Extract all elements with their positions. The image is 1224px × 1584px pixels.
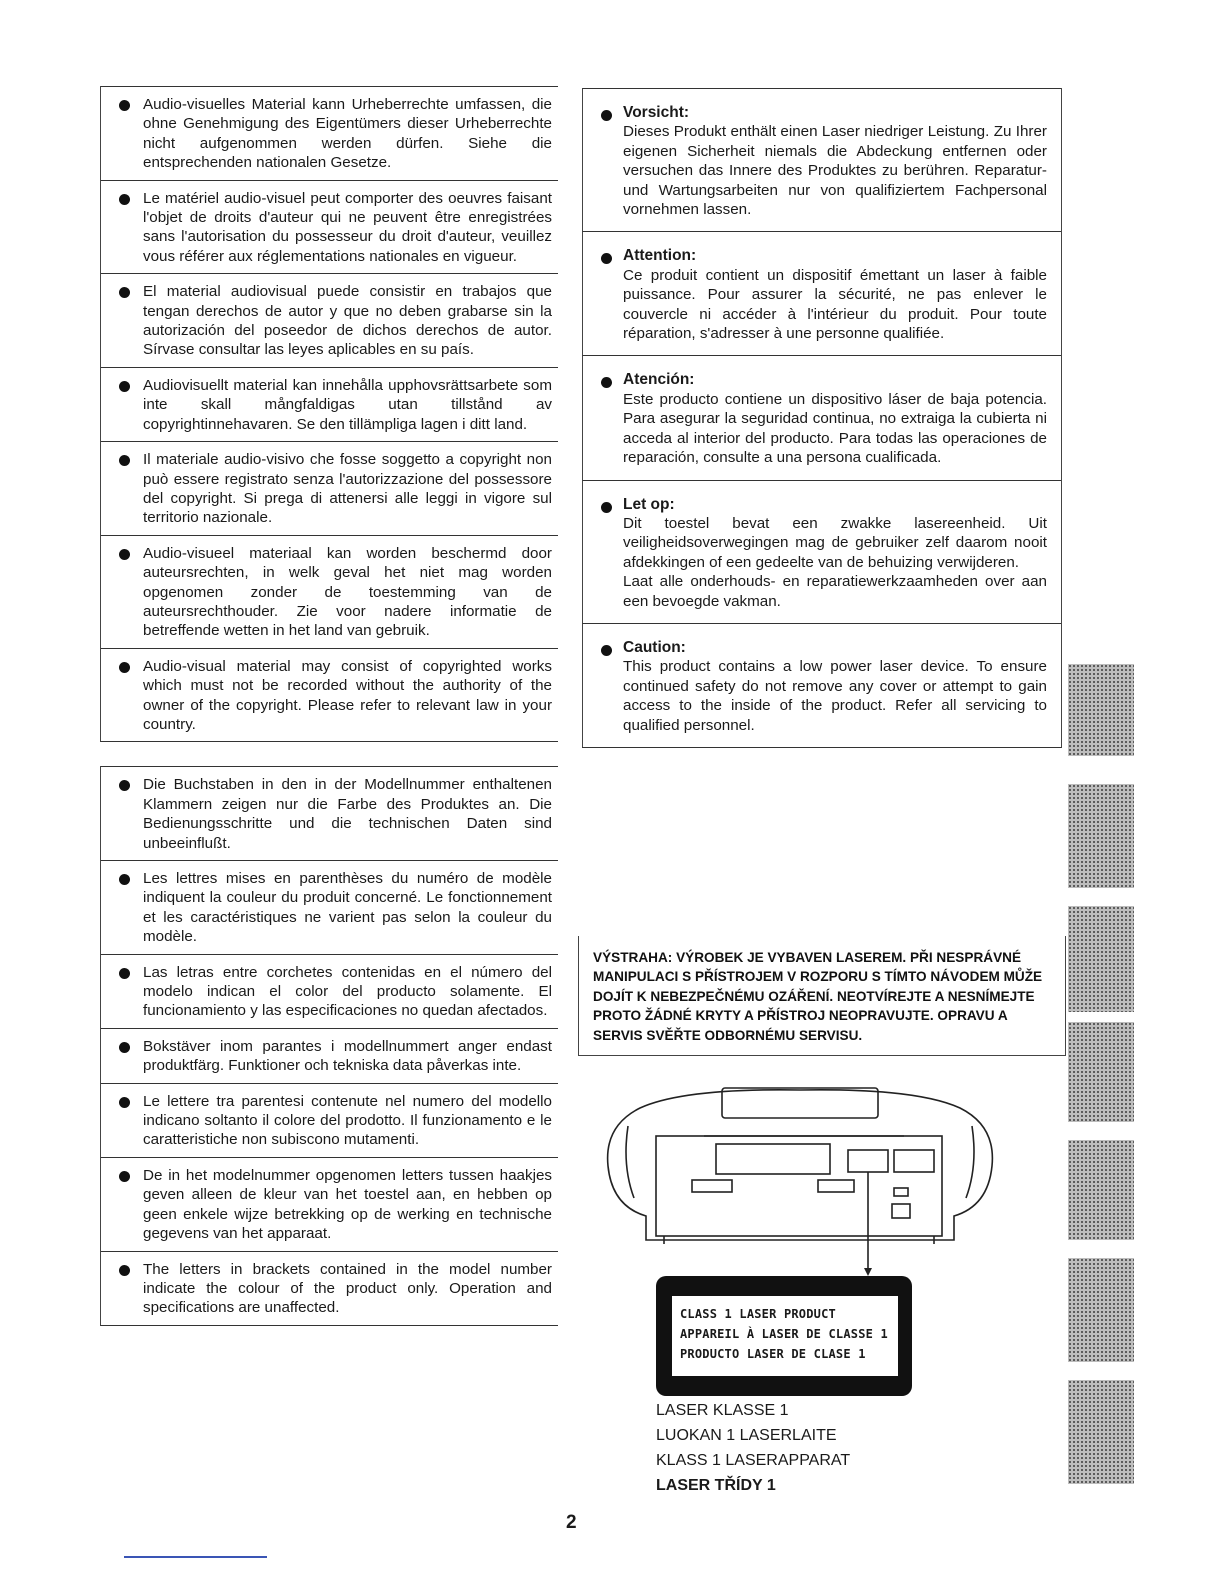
boombox-drawing [604,1086,996,1276]
copyright-notice-fr: Le matériel audio-visuel peut comporter des oeuvres faisant l'objet de droits d'auteur qui ne peuvent être enregistrées sans l'autorisation du possesseur du droit d'auteur, veuillez vous référer aux réglementations nationales en vigueur. [101,180,558,274]
bullet-icon [119,1265,130,1276]
model-notice-de: Die Buchstaben in den in der Modellnummer enthaltenen Klammern zeigen nur die Farbe des Produktes an. Die Bedienungsschritte und die technischen Daten sind unbeeinflußt. [101,766,558,860]
copyright-notice-nl: Audio-visueel materiaal kan worden beschermd door auteursrechten, in welk geval het niet mag worden opgenomen zonder de toestemming van de auteursrechthouder. Zie voor nadere informatie de betreffende wetten in het land van gebruik. [101,535,558,648]
bullet-icon [119,1171,130,1182]
laser-class-label [656,1276,912,1396]
caution-text: Ce produit contient un dispositif émettant un laser à faible puissance. Pour assurer la sécurité, ne pas enlever le couvercle ni accéder à l'intérieur du produit. Pour toute réparation, s'adresser à une personne qualifiée. [623,266,1047,343]
copyright-notice-en: Audio-visual material may consist of copyrighted works which must not be recorded without the authority of the owner of the copyright. Please refer to relevant law in your country. [101,648,558,742]
laser-cautions [582,88,1062,748]
caution-text: This product contains a low power laser device. To ensure continued safety do not remove any cover or attempt to gain access to the inside of the product. Refer all servicing to qualified personnel. [623,658,1047,734]
model-notice-nl: De in het modelnummer opgenomen letters tussen haakjes geven alleen de kleur van het toestel aan, en hebben op geen enkele wijze betrekking op de werking en technische gegevens van het apparaat. [101,1157,558,1251]
halftone-tab [1068,906,1134,1012]
bullet-icon [119,100,130,111]
model-notice-it: Le lettere tra parentesi contenute nel numero del modello indicano soltanto il colore del prodotto. Il funzionamento e le caratteristiche non subiscono mutamenti. [101,1083,558,1157]
czech-laser-warning: VÝSTRAHA: VÝROBEK JE VYBAVEN LASEREM. PŘI NESPRÁVNÉ MANIPULACI S PŘÍSTROJEM V ROZPORU S TÍMTO NÁVODEM MŮŽE DOJÍT K NEBEZPEČNÉMU OZÁŘENÍ. NEOTVÍREJTE A NESNÍMEJTE PROTO ŽÁDNÉ KRYTY A PŘÍSTROJ NEOPRAVUJTE. OPRAVU A SERVIS SVĚŘTE ODBORNÉMU SERVISU. [578,936,1066,1056]
page-number: 2 [566,1512,577,1533]
laser-label-line: PRODUCTO LASER DE CLASE 1 [680,1347,866,1361]
caution-en [582,623,1061,747]
halftone-tab [1068,1022,1134,1122]
model-notice-sv: Bokstäver inom parantes i modellnummert anger endast produktfärg. Funktioner och tekniska data påverkas inte. [101,1028,558,1083]
model-notice-fr: Les lettres mises en parenthèses du numéro de modèle indiquent la couleur du produit concerné. Le fonctionnement et les caractéristiques ne varient pas selon la couleur du modèle. [101,860,558,954]
caution-title: Let op: [623,495,675,513]
bullet-icon [601,645,612,656]
laser-class-cz: LASER TŘÍDY 1 [656,1477,776,1494]
bullet-icon [119,968,130,979]
caution-text: Dit toestel bevat een zwakke lasereenheid. Uit veiligheidsoverwegingen mag de gebruiker zelf daarom nooit afdekkingen of een gedeelte van de behuizing verwijderen. [623,514,1047,571]
copyright-notices [100,86,558,742]
bottom-rule [124,1556,267,1558]
bullet-icon [119,287,130,298]
left-column [100,86,558,1326]
bullet-icon [119,874,130,885]
bullet-icon [119,1042,130,1053]
caution-text: Dieses Produkt enthält einen Laser niedriger Leistung. Zu Ihrer eigenen Sicherheit niemals die Abdeckung entfernen oder versuchen das Innere des Produktes zu berühren. Reparatur- und Wartungsarbeiten nur von qualifiziertem Fachpersonal vornehmen lassen. [623,123,1047,219]
caution-fr [582,231,1061,355]
bullet-icon [601,377,612,388]
halftone-tab [1068,1258,1134,1362]
bullet-icon [119,662,130,673]
copyright-notice-it: Il materiale audio-visivo che fosse soggetto a copyright non può essere registrato senza l'autorizzazione del possessore del copyright. Si prega di attenersi alle leggi in vigore sul territorio nazionale. [101,441,558,535]
laser-class-sv: KLASS 1 LASERAPPARAT [656,1452,851,1469]
caution-es [582,355,1061,479]
bullet-icon [601,253,612,264]
bullet-icon [119,194,130,205]
bullet-icon [119,455,130,466]
halftone-tab [1068,1380,1134,1484]
bullet-icon [119,549,130,560]
copyright-notice-de: Audio-visuelles Material kann Urheberrechte umfassen, die ohne Genehmigung des Eigentümers dieser Urheberrechte nicht aufgenommen werden dürfen. Siehe die entsprechenden nationalen Gesetze. [101,86,558,180]
bullet-icon [119,381,130,392]
caution-de [582,88,1061,231]
caution-title: Attention: [623,247,697,265]
copyright-notice-es: El material audiovisual puede consistir en trabajos que tengan derechos de autor y que no deben grabarse sin la autorización del poseedor de dichos derechos de autor. Sírvase consultar las leyes aplicables en su país. [101,273,558,367]
bullet-icon [119,780,130,791]
caution-text-extra: Laat alle onderhouds- en reparatiewerkzaamheden over aan een bevoegde vakman. [623,573,1047,610]
halftone-tab [1068,1140,1134,1240]
caution-title: Caution: [623,638,686,656]
caution-title: Vorsicht: [623,104,690,121]
caution-nl [582,480,1061,623]
model-notice-en: The letters in brackets contained in the model number indicate the colour of the product only. Operation and specifications are unaffected. [101,1251,558,1325]
bullet-icon [119,1097,130,1108]
model-color-notices [100,766,558,1325]
caution-title: Atención: [623,371,695,389]
laser-label-text [672,1296,898,1376]
bullet-icon [601,502,612,513]
right-column [582,88,1062,748]
laser-class-fi: LUOKAN 1 LASERLAITE [656,1427,837,1444]
copyright-notice-sv: Audiovisuellt material kan innehålla upphovsrättsarbete som inte skall mångfaldigas utan tillstånd av copyrightinnehavaren. Se den tillämpliga lagen i ditt land. [101,367,558,441]
laser-class-fi-de: LASER KLASSE 1 [656,1402,789,1419]
laser-class-translations [656,1398,850,1498]
model-notice-es: Las letras entre corchetes contenidas en el número del modelo indican el color del producto solamente. El funcionamiento y las especificaciones no quedan afectados. [101,954,558,1028]
halftone-tab [1068,664,1134,756]
laser-label-line: APPAREIL À LASER DE CLASSE 1 [680,1327,888,1341]
boombox-illustration [604,1086,996,1281]
halftone-tab [1068,784,1134,888]
caution-text: Este producto contiene un dispositivo láser de baja potencia. Para asegurar la seguridad continua, no extraiga la cubierta ni acceda al interior del producto. Para todas las operaciones de reparación, consulte a una persona cualificada. [623,390,1047,467]
bullet-icon [601,110,612,121]
laser-label-line: CLASS 1 LASER PRODUCT [680,1307,836,1321]
